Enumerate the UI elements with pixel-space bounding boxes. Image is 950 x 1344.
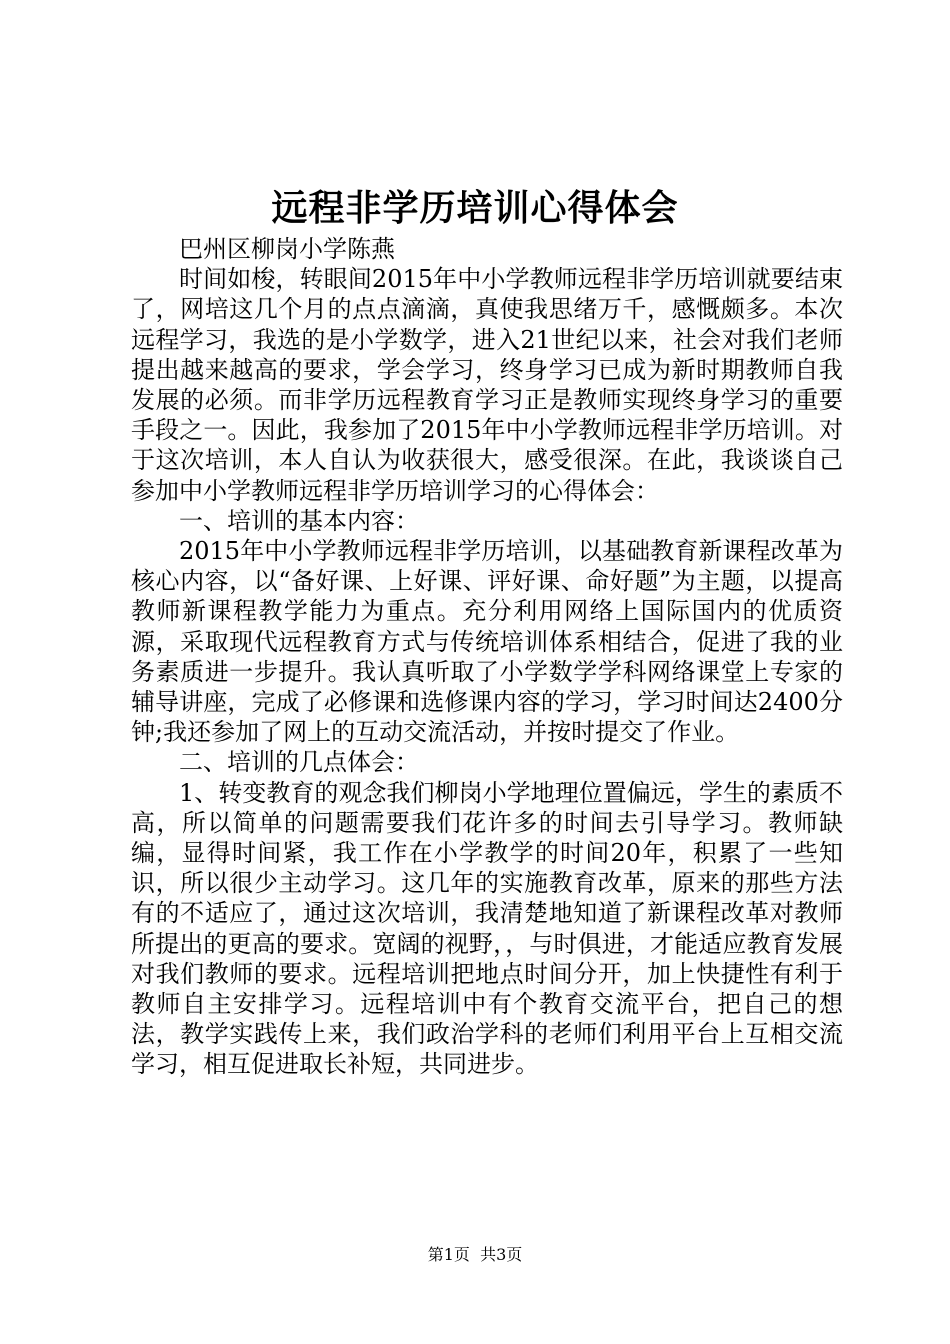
page-total: 共3页 xyxy=(480,1245,523,1264)
section-heading-content: 一、培训的基本内容： xyxy=(179,506,419,535)
author-line: 巴州区柳岗小学陈燕 xyxy=(179,235,395,263)
page-footer xyxy=(0,1244,950,1266)
paragraph-intro: 时间如梭，转眼间2015年中小学教师远程非学历培训就要结束了，网培这几个月的点点滴滴，真使我思绪万千，感慨颇多。本次远程学习，我选的是小学数学，进入21世纪以来，社会对我们老师提出越来越高的要求，学会学习，终身学习已成为新时期教师自我发展的必须。而非学历远程教育学习正是教师实现终身学习的重要手段之一。因此，我参加了2015年中小学教师远程非学历培训。对于这次培训，本人自认为收获很大，感受很深。在此，我谈谈自己参加中小学教师远程非学历培训学习的心得体会： xyxy=(131,265,843,505)
document-body xyxy=(131,234,843,1080)
page-number: 第1页 xyxy=(427,1245,470,1264)
paragraph-content: 2015年中小学教师远程非学历培训，以基础教育新课程改革为核心内容，以“备好课、上好课、评好课、命好题”为主题，以提高教师新课程教学能力为重点。充分利用网络上国际国内的优质资源，采取现代远程教育方式与传统培训体系相结合，促进了我的业务素质进一步提升。我认真听取了小学数学学科网络课堂上专家的辅导讲座，完成了必修课和选修课内容的学习，学习时间达2400分钟;我还参加了网上的互动交流活动，并按时提交了作业。 xyxy=(131,537,843,747)
paragraph-experience: 1、转变教育的观念我们柳岗小学地理位置偏远，学生的素质不高，所以简单的问题需要我们花许多的时间去引导学习。教师缺编，显得时间紧，我工作在小学教学的时间20年，积累了一些知识，所以很少主动学习。这几年的实施教育改革，原来的那些方法有的不适应了，通过这次培训，我清楚地知道了新课程改革对教师所提出的更高的要求。宽阔的视野，，与时俱进，才能适应教育发展对我们教师的要求。远程培训把地点时间分开，加上快捷性有利于教师自主安排学习。远程培训中有个教育交流平台，把自己的想法，教学实践传上来，我们政治学科的老师们利用平台上互相交流学习，相互促进取长补短，共同进步。 xyxy=(131,778,843,1079)
document-title: 远程非学历培训心得体会 xyxy=(271,187,679,229)
section-heading-experience: 二、培训的几点体会： xyxy=(179,748,419,777)
